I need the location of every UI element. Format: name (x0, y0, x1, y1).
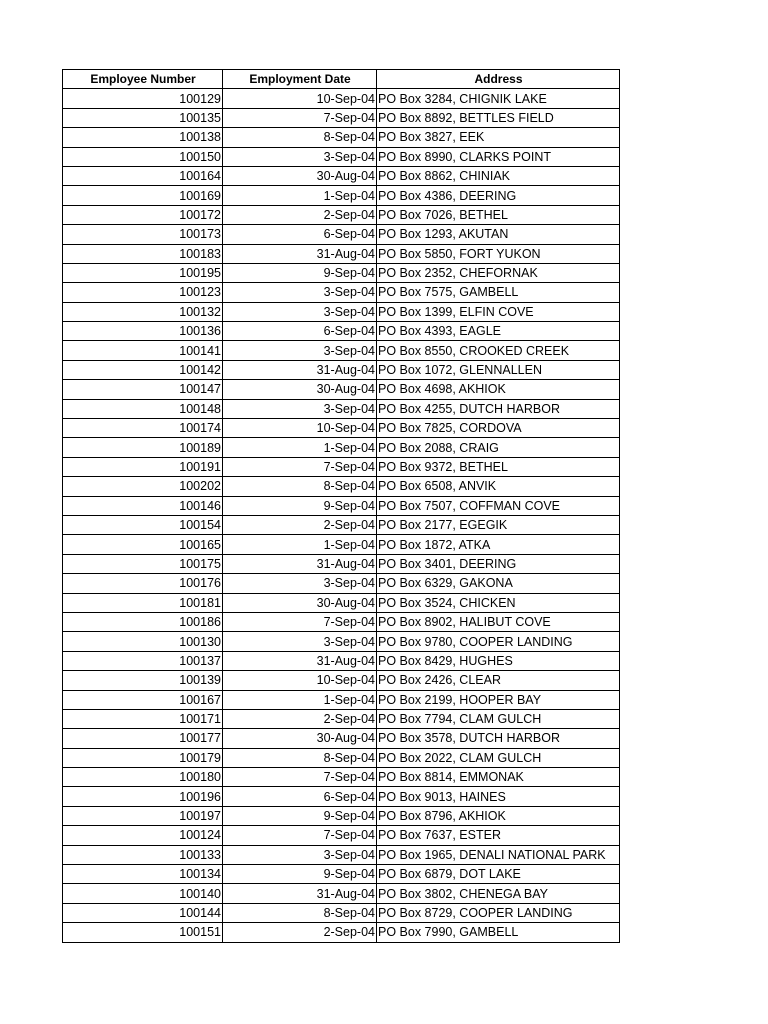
table-row (63, 826, 620, 845)
table-row (63, 923, 620, 942)
employment-date-cell: 7-Sep-04 (223, 768, 377, 787)
employment-date-cell: 6-Sep-04 (223, 322, 377, 341)
employment-date-cell: 30-Aug-04 (223, 166, 377, 185)
address-cell: PO Box 3802, CHENEGA BAY (377, 884, 620, 903)
employment-date-cell: 1-Sep-04 (223, 438, 377, 457)
table-row (63, 283, 620, 302)
table-row (63, 690, 620, 709)
header-address: Address (377, 70, 620, 89)
address-cell: PO Box 2352, CHEFORNAK (377, 263, 620, 282)
address-cell: PO Box 7794, CLAM GULCH (377, 709, 620, 728)
address-cell: PO Box 3827, EEK (377, 128, 620, 147)
employment-date-cell: 2-Sep-04 (223, 205, 377, 224)
employee-number-cell: 100134 (63, 865, 223, 884)
table-row (63, 651, 620, 670)
address-cell: PO Box 1293, AKUTAN (377, 225, 620, 244)
table-row (63, 128, 620, 147)
table-row (63, 263, 620, 282)
address-cell: PO Box 2426, CLEAR (377, 671, 620, 690)
employment-date-cell: 1-Sep-04 (223, 690, 377, 709)
employment-date-cell: 2-Sep-04 (223, 923, 377, 942)
address-cell: PO Box 6329, GAKONA (377, 574, 620, 593)
employment-date-cell: 9-Sep-04 (223, 496, 377, 515)
table-row (63, 186, 620, 205)
employment-date-cell: 31-Aug-04 (223, 244, 377, 263)
employment-date-cell: 2-Sep-04 (223, 709, 377, 728)
table-row (63, 709, 620, 728)
header-row (63, 70, 620, 89)
address-cell: PO Box 5850, FORT YUKON (377, 244, 620, 263)
employee-number-cell: 100124 (63, 826, 223, 845)
address-cell: PO Box 1072, GLENNALLEN (377, 360, 620, 379)
employment-date-cell: 6-Sep-04 (223, 225, 377, 244)
employment-date-cell: 7-Sep-04 (223, 108, 377, 127)
table-row (63, 554, 620, 573)
employee-number-cell: 100174 (63, 419, 223, 438)
employment-date-cell: 3-Sep-04 (223, 341, 377, 360)
employee-number-cell: 100181 (63, 593, 223, 612)
table-row (63, 806, 620, 825)
employment-date-cell: 9-Sep-04 (223, 263, 377, 282)
employee-number-cell: 100151 (63, 923, 223, 942)
table-row (63, 108, 620, 127)
employee-number-cell: 100136 (63, 322, 223, 341)
table-row (63, 477, 620, 496)
table-row (63, 865, 620, 884)
employee-number-cell: 100195 (63, 263, 223, 282)
address-cell: PO Box 3284, CHIGNIK LAKE (377, 89, 620, 108)
table-header (63, 70, 620, 89)
employee-number-cell: 100146 (63, 496, 223, 515)
employee-number-cell: 100176 (63, 574, 223, 593)
employment-date-cell: 1-Sep-04 (223, 535, 377, 554)
employment-date-cell: 3-Sep-04 (223, 574, 377, 593)
employee-number-cell: 100141 (63, 341, 223, 360)
employment-date-cell: 9-Sep-04 (223, 806, 377, 825)
address-cell: PO Box 1965, DENALI NATIONAL PARK (377, 845, 620, 864)
employment-date-cell: 3-Sep-04 (223, 283, 377, 302)
address-cell: PO Box 7026, BETHEL (377, 205, 620, 224)
employee-number-cell: 100183 (63, 244, 223, 263)
employee-number-cell: 100167 (63, 690, 223, 709)
address-cell: PO Box 1872, ATKA (377, 535, 620, 554)
employee-number-cell: 100171 (63, 709, 223, 728)
address-cell: PO Box 9780, COOPER LANDING (377, 632, 620, 651)
employment-date-cell: 31-Aug-04 (223, 651, 377, 670)
employee-number-cell: 100164 (63, 166, 223, 185)
table-row (63, 535, 620, 554)
table-row (63, 748, 620, 767)
employee-number-cell: 100202 (63, 477, 223, 496)
table-row (63, 89, 620, 108)
employment-date-cell: 7-Sep-04 (223, 457, 377, 476)
employee-number-cell: 100140 (63, 884, 223, 903)
address-cell: PO Box 4698, AKHIOK (377, 380, 620, 399)
table-body (63, 89, 620, 942)
address-cell: PO Box 4255, DUTCH HARBOR (377, 399, 620, 418)
table-row (63, 845, 620, 864)
employee-number-cell: 100177 (63, 729, 223, 748)
employment-date-cell: 10-Sep-04 (223, 89, 377, 108)
table-row (63, 341, 620, 360)
address-cell: PO Box 8814, EMMONAK (377, 768, 620, 787)
employee-number-cell: 100133 (63, 845, 223, 864)
employee-number-cell: 100175 (63, 554, 223, 573)
employment-date-cell: 31-Aug-04 (223, 884, 377, 903)
employee-number-cell: 100139 (63, 671, 223, 690)
employment-date-cell: 3-Sep-04 (223, 302, 377, 321)
address-cell: PO Box 8796, AKHIOK (377, 806, 620, 825)
table-row (63, 612, 620, 631)
address-cell: PO Box 6508, ANVIK (377, 477, 620, 496)
employment-date-cell: 31-Aug-04 (223, 554, 377, 573)
table-row (63, 419, 620, 438)
employment-date-cell: 7-Sep-04 (223, 612, 377, 631)
employee-number-cell: 100180 (63, 768, 223, 787)
table-row (63, 768, 620, 787)
table-row (63, 225, 620, 244)
employee-number-cell: 100142 (63, 360, 223, 379)
employee-number-cell: 100165 (63, 535, 223, 554)
employment-date-cell: 8-Sep-04 (223, 477, 377, 496)
table-row (63, 496, 620, 515)
employee-number-cell: 100132 (63, 302, 223, 321)
employee-number-cell: 100147 (63, 380, 223, 399)
address-cell: PO Box 2177, EGEGIK (377, 515, 620, 534)
employment-date-cell: 30-Aug-04 (223, 729, 377, 748)
employee-number-cell: 100196 (63, 787, 223, 806)
table-row (63, 147, 620, 166)
address-cell: PO Box 8862, CHINIAK (377, 166, 620, 185)
employment-date-cell: 2-Sep-04 (223, 515, 377, 534)
employee-number-cell: 100191 (63, 457, 223, 476)
employee-number-cell: 100123 (63, 283, 223, 302)
employment-date-cell: 1-Sep-04 (223, 186, 377, 205)
employee-number-cell: 100135 (63, 108, 223, 127)
address-cell: PO Box 2022, CLAM GULCH (377, 748, 620, 767)
employment-date-cell: 8-Sep-04 (223, 748, 377, 767)
address-cell: PO Box 7825, CORDOVA (377, 419, 620, 438)
address-cell: PO Box 8892, BETTLES FIELD (377, 108, 620, 127)
address-cell: PO Box 8550, CROOKED CREEK (377, 341, 620, 360)
table-row (63, 903, 620, 922)
header-employee-number: Employee Number (63, 70, 223, 89)
employment-date-cell: 10-Sep-04 (223, 671, 377, 690)
employment-date-cell: 3-Sep-04 (223, 632, 377, 651)
address-cell: PO Box 8902, HALIBUT COVE (377, 612, 620, 631)
table-row (63, 574, 620, 593)
table-row (63, 787, 620, 806)
employee-number-cell: 100150 (63, 147, 223, 166)
employee-number-cell: 100173 (63, 225, 223, 244)
table-row (63, 729, 620, 748)
employee-number-cell: 100144 (63, 903, 223, 922)
employee-number-cell: 100129 (63, 89, 223, 108)
employment-date-cell: 8-Sep-04 (223, 128, 377, 147)
address-cell: PO Box 4393, EAGLE (377, 322, 620, 341)
address-cell: PO Box 2088, CRAIG (377, 438, 620, 457)
employment-date-cell: 10-Sep-04 (223, 419, 377, 438)
table-row (63, 671, 620, 690)
address-cell: PO Box 1399, ELFIN COVE (377, 302, 620, 321)
employee-table (62, 69, 620, 943)
table-row (63, 205, 620, 224)
employment-date-cell: 8-Sep-04 (223, 903, 377, 922)
address-cell: PO Box 7507, COFFMAN COVE (377, 496, 620, 515)
address-cell: PO Box 8990, CLARKS POINT (377, 147, 620, 166)
table-row (63, 244, 620, 263)
table-row (63, 380, 620, 399)
address-cell: PO Box 3578, DUTCH HARBOR (377, 729, 620, 748)
employment-date-cell: 3-Sep-04 (223, 147, 377, 166)
address-cell: PO Box 9372, BETHEL (377, 457, 620, 476)
address-cell: PO Box 7990, GAMBELL (377, 923, 620, 942)
employee-number-cell: 100179 (63, 748, 223, 767)
employee-number-cell: 100197 (63, 806, 223, 825)
table-row (63, 457, 620, 476)
employee-number-cell: 100137 (63, 651, 223, 670)
table-row (63, 438, 620, 457)
table-row (63, 302, 620, 321)
employee-number-cell: 100186 (63, 612, 223, 631)
table-row (63, 593, 620, 612)
table-row (63, 360, 620, 379)
employment-date-cell: 30-Aug-04 (223, 380, 377, 399)
employment-date-cell: 7-Sep-04 (223, 826, 377, 845)
employee-number-cell: 100148 (63, 399, 223, 418)
employee-number-cell: 100169 (63, 186, 223, 205)
table-row (63, 322, 620, 341)
employee-number-cell: 100172 (63, 205, 223, 224)
table-row (63, 399, 620, 418)
employment-date-cell: 31-Aug-04 (223, 360, 377, 379)
table-row (63, 515, 620, 534)
address-cell: PO Box 2199, HOOPER BAY (377, 690, 620, 709)
address-cell: PO Box 3401, DEERING (377, 554, 620, 573)
employee-number-cell: 100189 (63, 438, 223, 457)
table-row (63, 632, 620, 651)
employee-number-cell: 100138 (63, 128, 223, 147)
address-cell: PO Box 7575, GAMBELL (377, 283, 620, 302)
employee-number-cell: 100154 (63, 515, 223, 534)
employment-date-cell: 6-Sep-04 (223, 787, 377, 806)
employment-date-cell: 3-Sep-04 (223, 399, 377, 418)
address-cell: PO Box 8729, COOPER LANDING (377, 903, 620, 922)
address-cell: PO Box 3524, CHICKEN (377, 593, 620, 612)
employee-number-cell: 100130 (63, 632, 223, 651)
address-cell: PO Box 6879, DOT LAKE (377, 865, 620, 884)
address-cell: PO Box 4386, DEERING (377, 186, 620, 205)
header-employment-date: Employment Date (223, 70, 377, 89)
address-cell: PO Box 8429, HUGHES (377, 651, 620, 670)
employment-date-cell: 30-Aug-04 (223, 593, 377, 612)
table-row (63, 884, 620, 903)
employment-date-cell: 9-Sep-04 (223, 865, 377, 884)
table-row (63, 166, 620, 185)
employment-date-cell: 3-Sep-04 (223, 845, 377, 864)
address-cell: PO Box 7637, ESTER (377, 826, 620, 845)
address-cell: PO Box 9013, HAINES (377, 787, 620, 806)
